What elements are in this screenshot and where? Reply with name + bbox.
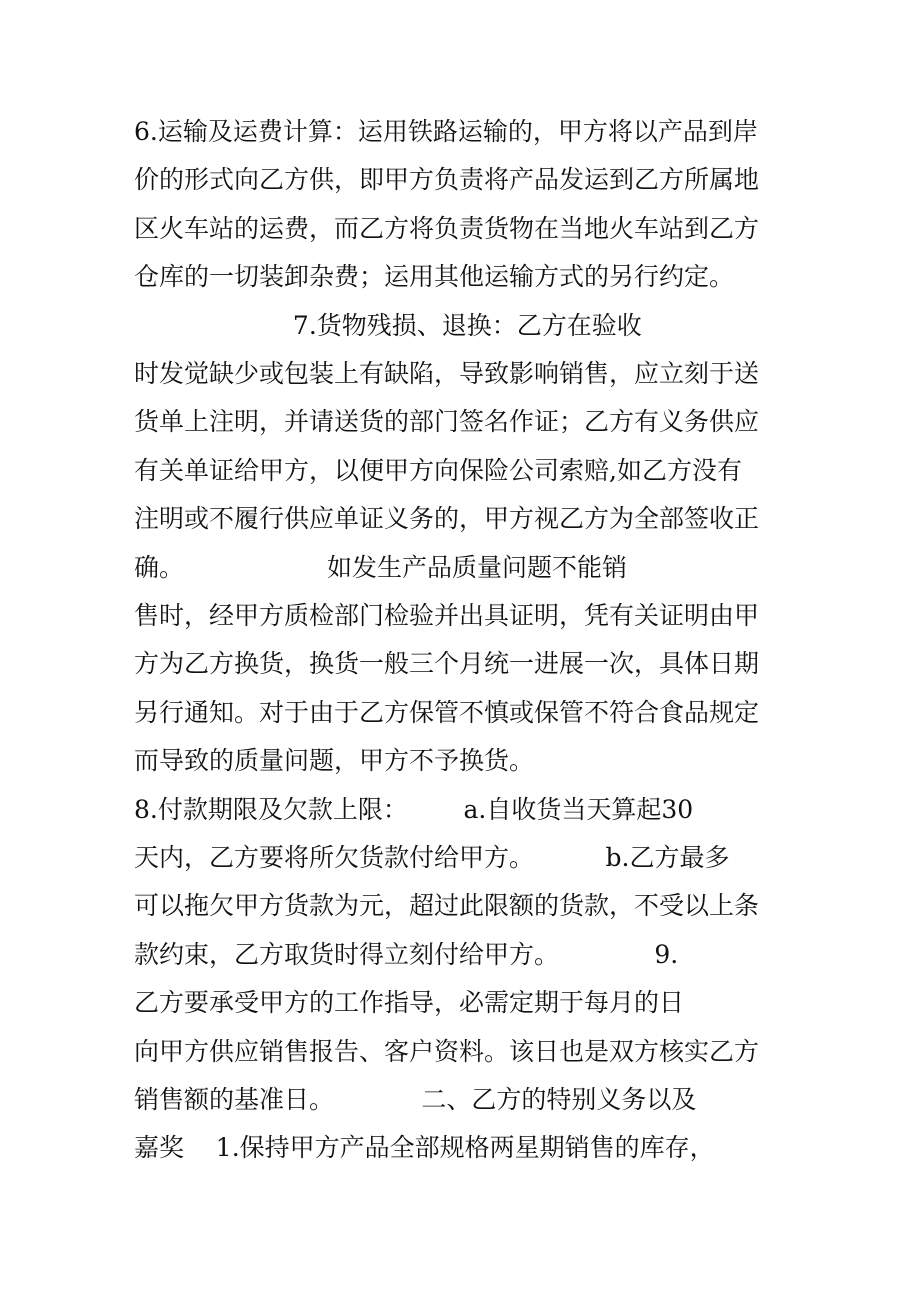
text-line: 款约束，乙方取货时得立刻付给甲方。 9.	[134, 940, 679, 969]
text-line: 有关单证给甲方，以便甲方向保险公司索赔,如乙方没有	[134, 456, 742, 485]
text-line: 另行通知。对于由于乙方保管不慎或保管不符合食品规定	[134, 698, 760, 727]
text-line: 时发觉缺少或包装上有缺陷，导致影响销售，应立刻于送	[134, 359, 760, 388]
text-line: 售时，经甲方质检部门检验并出具证明，凭有关证明由甲	[134, 601, 760, 630]
text-line: 方为乙方换货，换货一般三个月统一进展一次，具体日期	[134, 649, 760, 678]
text-line: 销售额的基准日。 二、乙方的特别义务以及	[134, 1085, 697, 1114]
text-line: 向甲方供应销售报告、客户资料。该日也是双方核实乙方	[134, 1037, 760, 1066]
text-line: 可以拖欠甲方货款为元，超过此限额的货款，不受以上条	[134, 891, 760, 920]
text-line: 嘉奖 1.保持甲方产品全部规格两星期销售的库存，	[134, 1133, 715, 1162]
text-line: 天内，乙方要将所欠货款付给甲方。 b.乙方最多	[134, 843, 730, 872]
text-line: 乙方要承受甲方的工作指导，必需定期于每月的日	[134, 988, 685, 1017]
text-line: 7.货物残损、退换：乙方在验收	[134, 311, 642, 340]
text-line: 8.付款期限及欠款上限： a.自收货当天算起30	[134, 795, 694, 824]
text-line: 区火车站的运费，而乙方将负责货物在当地火车站到乙方	[134, 214, 760, 243]
text-line: 货单上注明，并请送货的部门签名作证；乙方有义务供应	[134, 407, 760, 436]
text-line: 注明或不履行供应单证义务的，甲方视乙方为全部签收正	[134, 504, 760, 533]
text-line: 价的形式向乙方供，即甲方负责将产品发运到乙方所属地	[134, 165, 760, 194]
text-line: 6.运输及运费计算：运用铁路运输的，甲方将以产品到岸	[134, 117, 758, 146]
text-line: 仓库的一切装卸杂费；运用其他运输方式的另行约定。	[134, 262, 735, 291]
text-line: 确。 如发生产品质量问题不能销	[134, 553, 628, 582]
text-line: 而导致的质量问题，甲方不予换货。	[134, 746, 535, 775]
